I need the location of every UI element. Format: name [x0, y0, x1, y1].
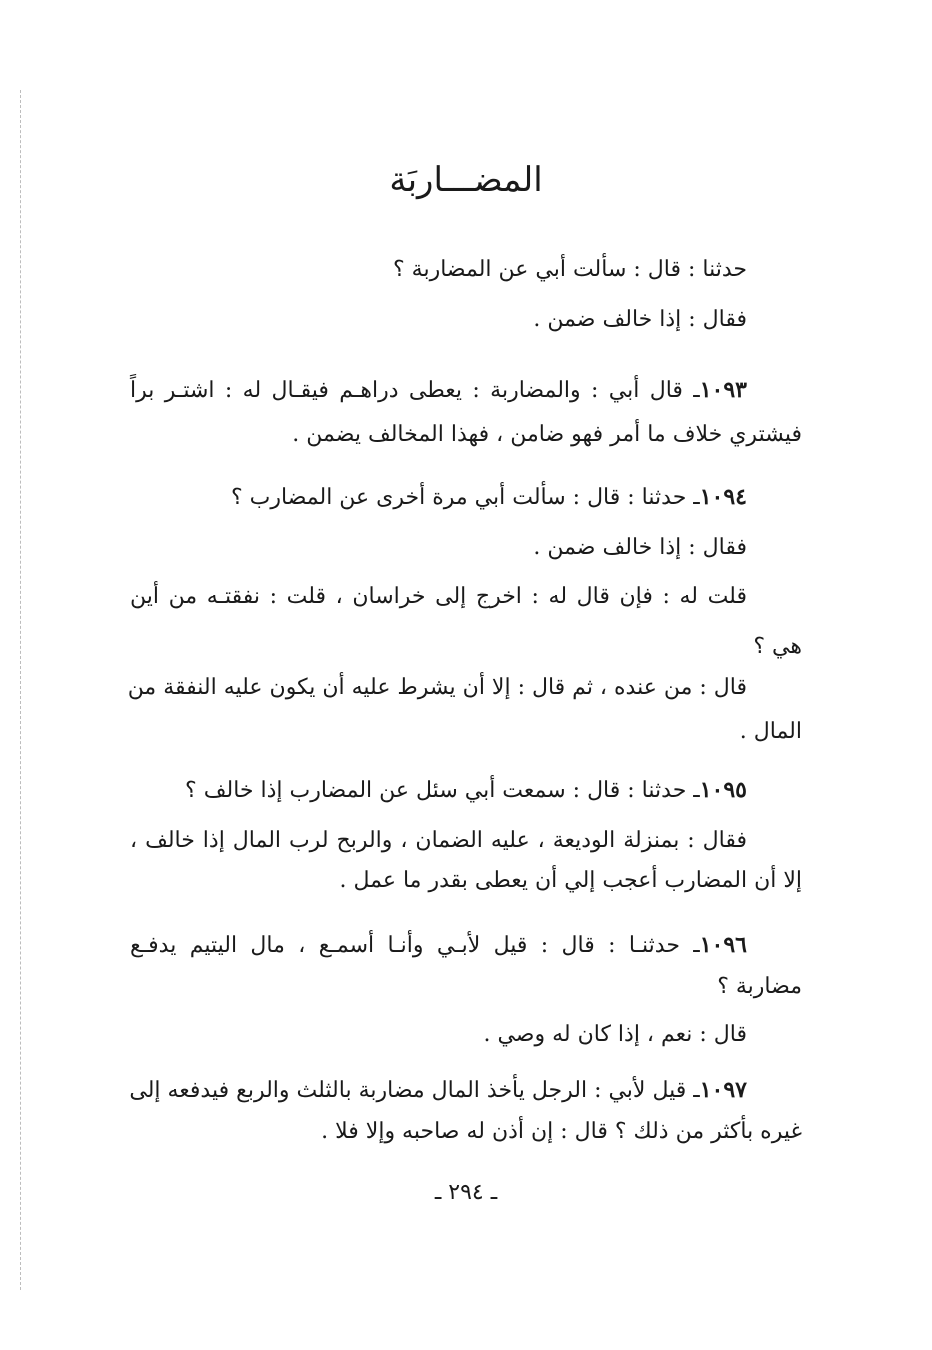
paragraph-1095-line-1: ١٠٩٥ـ حدثنا : قال : سمعت أبي سئل عن المضارب إذا خالف ؟: [185, 777, 747, 803]
paragraph-1095-line-2: فقال : بمنزلة الوديعة ، عليه الضمان ، والربح لرب المال إذا خالف ،: [130, 828, 747, 853]
paragraph-1094-line-5: قال : من عنده ، ثم قال : إلا أن يشرط عليه أن يكون عليه النفقة من: [127, 675, 747, 700]
paragraph-1096-line-3: قال : نعم ، إذا كان له وصي .: [483, 1022, 747, 1047]
entry-number-1093: ١٠٩٣: [699, 377, 747, 403]
text-line-2: فقال : إذا خالف ضمن .: [533, 307, 747, 332]
paragraph-1096-line-1: ١٠٩٦ـ حدثنـا : قال : قيل لأبـي وأنـا أسمـع ، مال اليتيم يدفـع: [130, 932, 747, 958]
paragraph-1093-line-1: ١٠٩٣ـ قال أبي : والمضاربة : يعطى دراهـم فيقـال له : اشتـر براً: [130, 377, 747, 403]
entry-number-1095: ١٠٩٥: [699, 777, 747, 803]
entry-number-1094: ١٠٩٤: [699, 484, 747, 510]
entry-number-1096: ١٠٩٦: [699, 932, 747, 958]
chapter-heading: المضـــاربَة: [389, 160, 543, 200]
paragraph-1097-line-2: غيره بأكثر من ذلك ؟ قال : إن أذن له صاحبه وإلا فلا .: [321, 1119, 802, 1144]
paragraph-1094-line-2: فقال : إذا خالف ضمن .: [533, 535, 747, 560]
text-line-1: حدثنا : قال : سألت أبي عن المضاربة ؟: [392, 257, 747, 282]
entry-number-1097: ١٠٩٧: [699, 1077, 747, 1103]
paragraph-1094-line-4: هي ؟: [753, 634, 802, 659]
paragraph-1094-line-3: قلت له : فإن قال له : اخرج إلى خراسان ، قلت : نفقتـه من أين: [130, 584, 747, 609]
paragraph-1093-line-2: فيشتري خلاف ما أمر فهو ضامن ، فهذا المخالف يضمن .: [292, 422, 802, 447]
paragraph-1094-line-1: ١٠٩٤ـ حدثنا : قال : سألت أبي مرة أخرى عن المضارب ؟: [230, 484, 747, 510]
paragraph-1095-line-3: إلا أن المضارب أعجب إلي أن يعطى بقدر ما عمل .: [339, 868, 802, 893]
paragraph-1094-line-6: المال .: [739, 719, 802, 744]
binding-edge-line: [20, 90, 21, 1290]
paragraph-1097-line-1: ١٠٩٧ـ قيل لأبي : الرجل يأخذ المال مضاربة بالثلث والربع فيدفعه إلى: [129, 1077, 747, 1103]
page-number: ـ ٢٩٤ ـ: [434, 1180, 498, 1205]
paragraph-1096-line-2: مضاربة ؟: [717, 974, 802, 999]
